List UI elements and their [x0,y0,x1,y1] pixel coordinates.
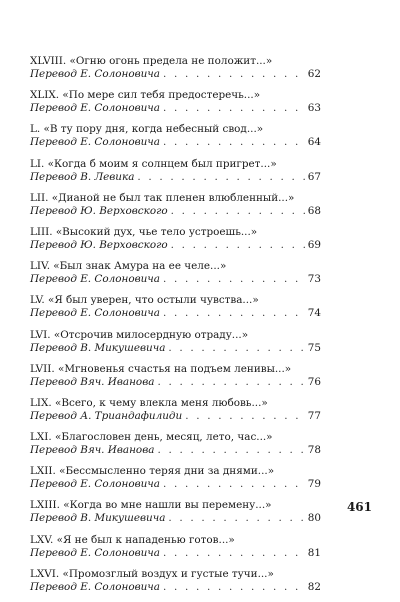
dot-leader [163,478,305,491]
dot-leader [163,68,305,81]
poem-title: LII. «Дианой не был так пленен влюбленный...» [30,191,295,204]
poem-title: XLIX. «По мере сил тебя предостеречь...» [30,89,261,102]
translation-credit [30,581,321,594]
toc-entry [30,260,321,286]
toc-entry [30,55,321,81]
dot-leader [163,307,305,320]
translation-credit [30,239,321,252]
translator-name: Перевод Е. Солоновича [30,580,160,593]
translation-credit [30,376,321,389]
dot-leader [163,136,305,149]
poem-title: LVI. «Отсрочив милосердную отраду...» [30,328,249,341]
toc-entry [30,192,321,218]
entry-page-number: 68 [307,204,321,217]
poem-title: LIII. «Высокий дух, чье тело устроешь...» [30,225,258,238]
entry-page-number: 69 [307,238,321,251]
entry-page-number: 76 [307,375,321,388]
poem-title: LVII. «Мгновенья счастья на подъем ленивы...» [30,362,292,375]
translation-credit [30,171,321,184]
poem-title: LXI. «Благословен день, месяц, лето, час...» [30,431,273,444]
translator-name: Перевод Е. Солоновича [30,478,160,491]
translator-name: Перевод В. Микушевича [30,512,166,525]
toc-entry [30,568,321,594]
toc-entry [30,363,321,389]
entry-page-number: 63 [307,102,321,115]
translator-name: Перевод В. Левика [30,170,135,183]
translation-credit [30,136,321,149]
dot-leader [163,581,305,594]
poem-title: LI. «Когда б моим я солнцем был пригрет...» [30,157,277,170]
translation-credit [30,478,321,491]
dot-leader [163,102,305,115]
translation-credit [30,410,321,423]
entry-page-number: 67 [307,170,321,183]
translator-name: Перевод Ю. Верховского [30,204,168,217]
dot-leader [163,273,305,286]
toc-entry [30,329,321,355]
translation-credit [30,444,321,457]
translator-name: Перевод Вяч. Иванова [30,375,155,388]
toc-entry [30,89,321,115]
entry-page-number: 75 [307,341,321,354]
toc-entry [30,294,321,320]
translation-credit [30,512,321,525]
poem-title: LXVI. «Промозглый воздух и густые тучи...» [30,567,274,580]
translator-name: Перевод А. Триандафилиди [30,409,183,422]
translator-name: Перевод Вяч. Иванова [30,444,155,457]
toc-entry [30,499,321,525]
dot-leader [157,444,304,457]
poem-title: L. «В ту пору дня, когда небесный свод...» [30,123,264,136]
dot-leader [185,410,305,423]
poem-title: LIX. «Всего, к чему влекла меня любовь...» [30,396,268,409]
dot-leader [168,342,304,355]
poem-title: LXV. «Я не был к нападенью готов...» [30,533,235,546]
dot-leader [171,239,305,252]
poem-title: LIV. «Был знак Амура на ее челе...» [30,260,227,273]
translation-credit [30,102,321,115]
translation-credit [30,342,321,355]
entry-page-number: 77 [307,409,321,422]
translation-credit [30,273,321,286]
entry-page-number: 64 [307,136,321,149]
toc-entry [30,465,321,491]
translation-credit [30,68,321,81]
poem-title: LXIII. «Когда во мне нашли вы перемену...» [30,499,272,512]
entry-page-number: 73 [307,273,321,286]
toc-entry [30,431,321,457]
translation-credit [30,205,321,218]
entry-page-number: 79 [307,478,321,491]
page-number: 461 [346,500,372,514]
toc-entry [30,534,321,560]
translator-name: Перевод Е. Солоновича [30,102,160,115]
dot-leader [163,547,305,560]
dot-leader [168,512,304,525]
translator-name: Перевод В. Микушевича [30,341,166,354]
entry-page-number: 81 [307,546,321,559]
translator-name: Перевод Е. Солоновича [30,68,160,80]
translator-name: Перевод Е. Солоновича [30,307,160,320]
dot-leader [171,205,305,218]
toc-entry [30,397,321,423]
entry-page-number: 78 [307,444,321,457]
poem-title: XLVIII. «Огню огонь предела не положит...» [30,55,273,67]
translation-credit [30,307,321,320]
toc-entry [30,123,321,149]
entry-page-number: 74 [307,307,321,320]
dot-leader [137,171,304,184]
entry-page-number: 80 [307,512,321,525]
dot-leader [157,376,304,389]
translator-name: Перевод Ю. Верховского [30,238,168,251]
entry-page-number: 62 [307,68,321,80]
entry-page-number: 82 [307,580,321,593]
translation-credit [30,547,321,560]
table-of-contents [30,55,321,602]
translator-name: Перевод Е. Солоновича [30,273,160,286]
translator-name: Перевод Е. Солоновича [30,136,160,149]
toc-entry [30,226,321,252]
poem-title: LV. «Я был уверен, что остыли чувства...» [30,294,259,307]
poem-title: LXII. «Бессмысленно теряя дни за днями...» [30,465,275,478]
translator-name: Перевод Е. Солоновича [30,546,160,559]
toc-entry [30,158,321,184]
